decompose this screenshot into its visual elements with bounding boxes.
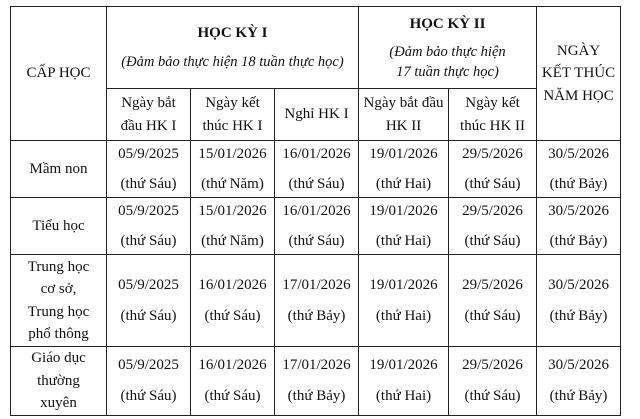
weekday-text: (thứ Sáu) [288, 233, 345, 249]
date-text: 30/5/2026 [548, 202, 609, 219]
end-year-line1: NGÀY [556, 42, 601, 59]
date-cell [191, 347, 275, 416]
weekday-text: (thứ Sáu) [204, 307, 261, 324]
date-cell [191, 141, 275, 198]
date-cell [359, 198, 449, 255]
date-text: 16/01/2026 [282, 202, 351, 219]
date-cell [275, 255, 359, 347]
date-text: 19/01/2026 [369, 202, 438, 219]
weekday-text: (thứ Bảy) [549, 176, 608, 192]
date-text: 29/5/2026 [462, 145, 523, 162]
weekday-text: (thứ Hai) [375, 307, 432, 324]
header-level [11, 7, 107, 141]
level-cell [11, 255, 107, 347]
date-cell [537, 198, 621, 255]
weekday-text: (thứ Sáu) [464, 387, 521, 404]
weekday-text: (thứ Bảy) [549, 233, 608, 249]
school-year-schedule-table [10, 6, 621, 416]
sub-header-hk2-end [449, 89, 537, 141]
sub-header-hk1-end-line2: thúc HK I [202, 117, 263, 134]
level-label-line: Mầm non [29, 160, 88, 177]
sub-header-hk1-break-label: Nghỉ HK I [284, 106, 349, 123]
date-cell [449, 141, 537, 198]
header-level-label: CẤP HỌC [26, 65, 91, 82]
date-cell [191, 198, 275, 255]
header-row-top [11, 7, 621, 89]
sub-header-hk2-start-line2: HK II [385, 117, 422, 134]
sub-header-hk1-start [107, 89, 191, 141]
weekday-text: (thứ Sáu) [120, 176, 177, 192]
weekday-text: (thứ Bảy) [549, 307, 608, 324]
date-cell [359, 141, 449, 198]
date-text: 05/9/2025 [118, 277, 179, 293]
date-text: 05/9/2025 [118, 145, 179, 162]
weekday-text: (thứ Sáu) [464, 307, 521, 324]
weekday-text: (thứ Bảy) [287, 307, 346, 324]
semester-1-title: HỌC KỲ I [197, 25, 268, 42]
date-cell [275, 198, 359, 255]
table-row [11, 198, 621, 255]
weekday-text: (thứ Hai) [375, 176, 432, 192]
date-text: 19/01/2026 [369, 277, 438, 293]
date-cell [537, 347, 621, 416]
semester-2-title: HỌC KỲ II [409, 15, 486, 32]
level-label-line: Giáo dục [31, 350, 86, 366]
date-cell [449, 347, 537, 416]
date-cell [107, 255, 191, 347]
date-text: 29/5/2026 [462, 357, 523, 374]
header-semester-1 [107, 7, 359, 89]
date-cell [107, 347, 191, 416]
weekday-text: (thứ Sáu) [204, 387, 261, 404]
semester-2-note-line2: 17 tuần thực học) [396, 63, 499, 80]
date-text: 19/01/2026 [369, 357, 438, 374]
table-row [11, 255, 621, 347]
level-cell [11, 198, 107, 255]
date-cell [275, 141, 359, 198]
weekday-text: (thứ Bảy) [549, 387, 608, 404]
sub-header-hk1-end-line1: Ngày kết [205, 95, 260, 111]
date-text: 05/9/2025 [118, 202, 179, 219]
date-cell [359, 347, 449, 416]
weekday-text: (thứ Năm) [201, 176, 264, 192]
date-cell [449, 198, 537, 255]
sub-header-hk2-start [359, 89, 449, 141]
table-row [11, 347, 621, 416]
date-text: 19/01/2026 [369, 145, 438, 162]
end-year-line2: KẾT THÚC [541, 65, 616, 82]
sub-header-hk2-start-line1: Ngày bắt đầu [363, 95, 444, 111]
date-cell [537, 141, 621, 198]
weekday-text: (thứ Sáu) [464, 233, 521, 249]
weekday-text: (thứ Năm) [201, 233, 264, 249]
date-text: 17/01/2026 [282, 357, 351, 374]
header-semester-2 [359, 7, 537, 89]
date-cell [537, 255, 621, 347]
level-cell [11, 141, 107, 198]
date-text: 05/9/2025 [118, 357, 179, 374]
weekday-text: (thứ Sáu) [288, 176, 345, 192]
weekday-text: (thứ Hai) [375, 233, 432, 249]
date-text: 16/01/2026 [282, 145, 351, 162]
date-text: 16/01/2026 [198, 277, 267, 293]
date-text: 29/5/2026 [462, 202, 523, 219]
sub-header-hk2-end-line2: thúc HK II [460, 117, 526, 134]
date-text: 29/5/2026 [462, 277, 523, 293]
weekday-text: (thứ Sáu) [120, 387, 177, 404]
weekday-text: (thứ Bảy) [287, 387, 346, 404]
level-label-line: xuyên [40, 395, 77, 411]
semester-2-note-line1: (Đảm bảo thực hiện [389, 44, 506, 61]
date-text: 17/01/2026 [282, 277, 351, 293]
level-label-line: Trung học [27, 258, 90, 275]
level-label-line: phổ thông [28, 326, 89, 342]
weekday-text: (thứ Sáu) [120, 307, 177, 324]
date-cell [449, 255, 537, 347]
date-text: 15/01/2026 [198, 202, 267, 219]
sub-header-hk1-break [275, 89, 359, 141]
date-text: 30/5/2026 [548, 357, 609, 374]
table-row [11, 141, 621, 198]
level-label-line: Tiểu học [32, 217, 85, 234]
semester-1-note: (Đảm bảo thực hiện 18 tuần thực học) [121, 53, 344, 70]
date-text: 15/01/2026 [198, 145, 267, 162]
level-label-line: Trung học [27, 303, 90, 320]
weekday-text: (thứ Hai) [375, 387, 432, 404]
header-end-of-year [537, 7, 621, 141]
date-cell [107, 141, 191, 198]
date-cell [275, 347, 359, 416]
level-label-line: thường [37, 372, 80, 389]
weekday-text: (thứ Sáu) [464, 176, 521, 192]
date-text: 30/5/2026 [548, 277, 609, 293]
date-cell [107, 198, 191, 255]
date-cell [359, 255, 449, 347]
weekday-text: (thứ Sáu) [120, 233, 177, 249]
date-text: 30/5/2026 [548, 145, 609, 162]
table-body [11, 141, 621, 416]
level-cell [11, 347, 107, 416]
end-year-line3: NĂM HỌC [543, 87, 614, 104]
date-text: 16/01/2026 [198, 357, 267, 374]
sub-header-hk2-end-line1: Ngày kết [465, 95, 520, 111]
sub-header-hk1-start-line2: đầu HK I [120, 117, 177, 134]
sub-header-hk1-start-line1: Ngày bắt [121, 95, 176, 111]
level-label-line: cơ sở, [40, 281, 77, 297]
sub-header-hk1-end [191, 89, 275, 141]
date-cell [191, 255, 275, 347]
